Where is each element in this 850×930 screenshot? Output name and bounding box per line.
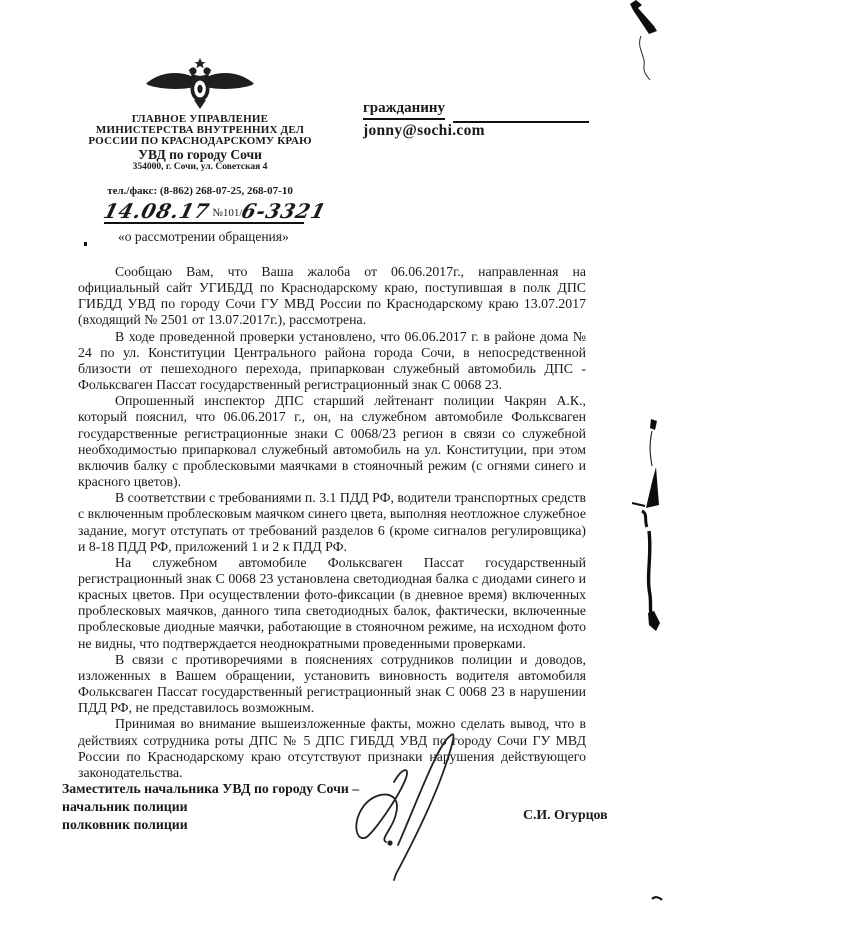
scan-artifact-top-blob	[630, 0, 657, 34]
signatory-position-line3: полковник полиции	[62, 817, 188, 832]
recipient-salutation: гражданину	[363, 99, 445, 120]
body-paragraph: Сообщаю Вам, что Ваша жалоба от 06.06.2017г., направленная на официальный сайт УГИБДД по Краснодарскому краю, поступившая в полк ДПС ГИБДД УВД по городу Сочи ГУ МВД России по Краснодарскому краю 13.07.2017 (входящий № 2501 от 13.07.2017г.), рассмотрена.	[78, 264, 586, 328]
org-address: 354000, г. Сочи, ул. Советская 4	[132, 162, 268, 173]
body-paragraph: В ходе проведенной проверки установлено, что 06.06.2017 г. в районе дома № 24 по ул. Конституции Центрального района города Сочи, в непосредственной близости от пешеходного перехода, припаркован служебный автомобиль ДПС - Фольксваген Пассат государственный регистрационный знак С 0068 23.	[78, 328, 586, 393]
scan-artifact-mid-hook	[642, 511, 647, 527]
body-paragraph: Принимая во внимание вышеизложенные факты, можно сделать вывод, что в действиях сотрудника роты ДПС № 5 ДПС ГИБДД УВД по городу Сочи ГУ МВД России по Краснодарскому краю отсутствуют признаки нарушения действующего законодательства.	[78, 716, 586, 780]
scan-artifact-mid-dash	[632, 503, 645, 506]
org-name-line1: ГЛАВНОЕ УПРАВЛЕНИЕ	[131, 113, 269, 125]
outgoing-reference-line	[101, 194, 330, 224]
scan-artifact-long-stroke	[649, 531, 651, 614]
scan-artifact-top-line	[640, 36, 650, 80]
signatory-position-line1: Заместитель начальника УВД по городу Сочи –	[62, 781, 360, 796]
org-phone: тел./факс: (8-862) 268-07-25, 268-07-10	[107, 185, 293, 198]
recipient-email: jonny@sochi.com	[363, 122, 485, 139]
letter-subject: «о рассмотрении обращения»	[118, 229, 289, 244]
body-paragraph: В соответствии с требованиями п. 3.1 ПДД РФ, водители транспортных средств с включенным проблесковым маячком синего цвета, выполняя неотложное служебное задание, могут отступать от требований разделов 6 (кроме сигналов регулировщика) и 8-18 ПДД РФ, приложений 1 и 2 к ПДД РФ.	[78, 490, 586, 554]
recipient-block	[363, 99, 589, 139]
scan-artifact-bottom-blob	[648, 611, 660, 631]
recipient-name-blank-line	[453, 107, 589, 123]
scan-artifact-dot	[84, 242, 87, 246]
handwritten-date: 14.08.17	[101, 199, 213, 223]
scan-artifact-mid-line	[650, 431, 652, 466]
scan-artifact-mid-triangle	[646, 467, 659, 508]
signature-block	[62, 780, 608, 850]
body-paragraph: В связи с противоречиями в пояснениях сотрудников полиции и доводов, изложенных в Вашем обращении, установить виновность водителя автомобиля Фольксваген Пассат государственный регистрационный знак С 0068 23 в нарушении ПДД РФ, не представилось возможным.	[78, 651, 586, 716]
letterhead	[52, 58, 348, 197]
body-paragraph: На служебном автомобиле Фольксваген Пассат государственный регистрационный знак С 0068 23 установлена светодиодная балка с диодами синего и красных цветов. При осуществлении фото-фиксации (в дневное время) включенных проблесковых маячков, данного типа светодиодных балок, фактически, включенные проблесковые диодные маячки, работающие в стояночном режиме, на исходном фото не видны, что подтверждается неоднократными проведенными проверками.	[78, 554, 586, 651]
reference-number-printed: №101/	[212, 207, 243, 219]
handwritten-reference-number: 6-3321	[239, 199, 330, 223]
body-paragraph: Опрошенный инспектор ДПС старший лейтенант полиции Чакрян А.К., который пояснил, что 06.06.2017 г., он, на служебном автомобиле Фольксваген государственные регистрационные знаки С 0068/23 регион в связи со служебной необходимостью припарковал служебный автомобиль на ул. Конституции, при этом включив балку с проблесковыми маячками в стояночный режим (с огнями синего и красного цветов).	[78, 393, 586, 490]
mvd-eagle-emblem-icon	[145, 58, 255, 110]
signatory-position-line2: начальник полиции	[62, 799, 188, 814]
org-name-line3: РОССИИ ПО КРАСНОДАРСКОМУ КРАЮ	[88, 134, 312, 147]
org-unit: УВД по городу Сочи	[138, 147, 262, 163]
scan-artifact-mid-blob	[650, 419, 657, 430]
scan-artifact-bottom-dash	[652, 897, 662, 900]
letter-body	[78, 264, 586, 781]
signatory-name: С.И. Огурцов	[523, 807, 608, 822]
handwritten-signature-icon	[346, 724, 476, 894]
org-name-line2: МИНИСТЕРСТВА ВНУТРЕННИХ ДЕЛ	[95, 123, 305, 136]
